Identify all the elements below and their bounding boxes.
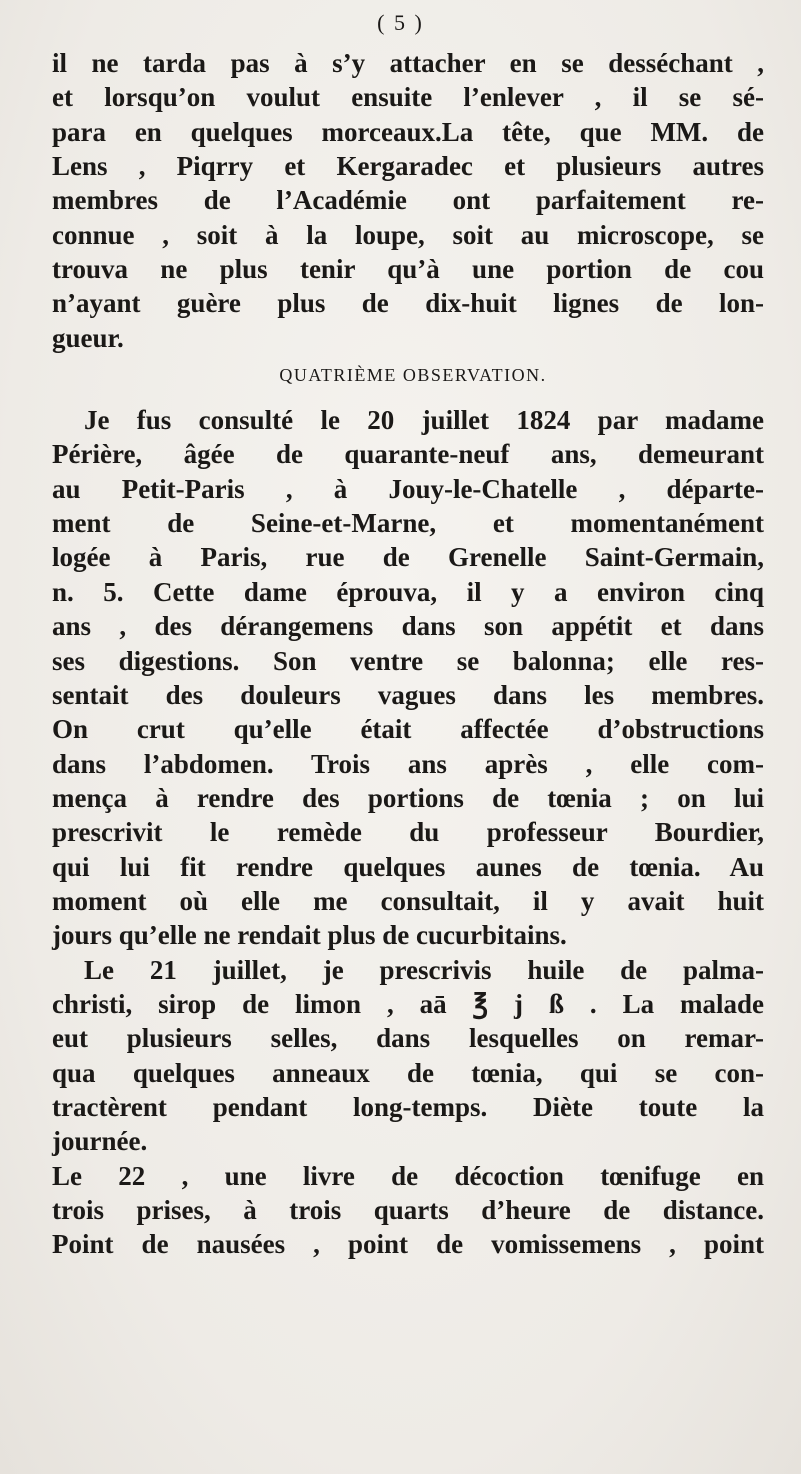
text-line: Point de nausées , point de vomissemens , point	[52, 1229, 764, 1260]
text-line: ans , des dérangemens dans son appétit et dans	[52, 611, 764, 642]
text-line: n. 5. Cette dame éprouva, il y a environ cinq	[52, 576, 764, 607]
text-line: mença à rendre des portions de tœnia ; on lui	[52, 782, 764, 813]
paragraph-start-line: Le 21 juillet, je prescrivis huile de palma-	[84, 954, 764, 985]
text-line: membres de l’Académie ont parfaitement re-	[52, 185, 764, 216]
text-line: Lens , Piqrry et Kergaradec et plusieurs autres	[52, 151, 764, 182]
paragraph-start-line: Le 22 , une livre de décoction tœnifuge en	[52, 1160, 764, 1191]
page-text	[52, 46, 764, 1262]
text-line: ment de Seine-et-Marne, et momentanément	[52, 508, 764, 539]
text-line: prescrivit le remède du professeur Bourdier,	[52, 817, 764, 848]
text-line: para en quelques morceaux.La tête, que MM. de	[52, 116, 764, 147]
text-line: journée.	[52, 1126, 148, 1157]
text-line: ses digestions. Son ventre se balonna; elle res-	[52, 645, 764, 676]
text-line: il ne tarda pas à s’y attacher en se desséchant ,	[52, 48, 764, 78]
text-line: jours qu’elle ne rendait plus de cucurbitains.	[52, 920, 567, 951]
text-line: et lorsqu’on voulut ensuite l’enlever , il se sé-	[52, 82, 764, 113]
text-line: n’ayant guère plus de dix-huit lignes de lon-	[52, 288, 764, 319]
text-line: tractèrent pendant long-temps. Diète toute la	[52, 1091, 764, 1122]
text-line: qua quelques anneaux de tœnia, qui se con-	[52, 1057, 764, 1088]
text-line: moment où elle me consultait, il y avait huit	[52, 885, 764, 916]
text-line: trois prises, à trois quarts d’heure de distance.	[52, 1195, 764, 1225]
text-line: au Petit-Paris , à Jouy-le-Chatelle , départe-	[52, 473, 764, 504]
text-line: eut plusieurs selles, dans lesquelles on remar-	[52, 1023, 764, 1054]
text-line: qui lui fit rendre quelques aunes de tœnia. Au	[52, 851, 764, 882]
text-line: trouva ne plus tenir qu’à une portion de cou	[52, 254, 764, 285]
text-line: dans l’abdomen. Trois ans après , elle com-	[52, 748, 764, 779]
text-line: christi, sirop de limon , aā ℥ j ß . La malade	[52, 988, 764, 1019]
section-heading: QUATRIÈME OBSERVATION.	[279, 365, 547, 386]
text-line: Périère, âgée de quarante-neuf ans, demeurant	[52, 439, 764, 470]
paragraph-start-line: Je fus consulté le 20 juillet 1824 par madame	[84, 405, 764, 436]
text-line: logée à Paris, rue de Grenelle Saint-Germain,	[52, 542, 764, 573]
text-line: gueur.	[52, 322, 124, 353]
text-line: connue , soit à la loupe, soit au microscope, se	[52, 219, 764, 250]
text-line: On crut qu’elle était affectée d’obstructions	[52, 714, 764, 745]
text-line: sentait des douleurs vagues dans les membres.	[52, 679, 764, 710]
page-number: ( 5 )	[377, 10, 424, 35]
